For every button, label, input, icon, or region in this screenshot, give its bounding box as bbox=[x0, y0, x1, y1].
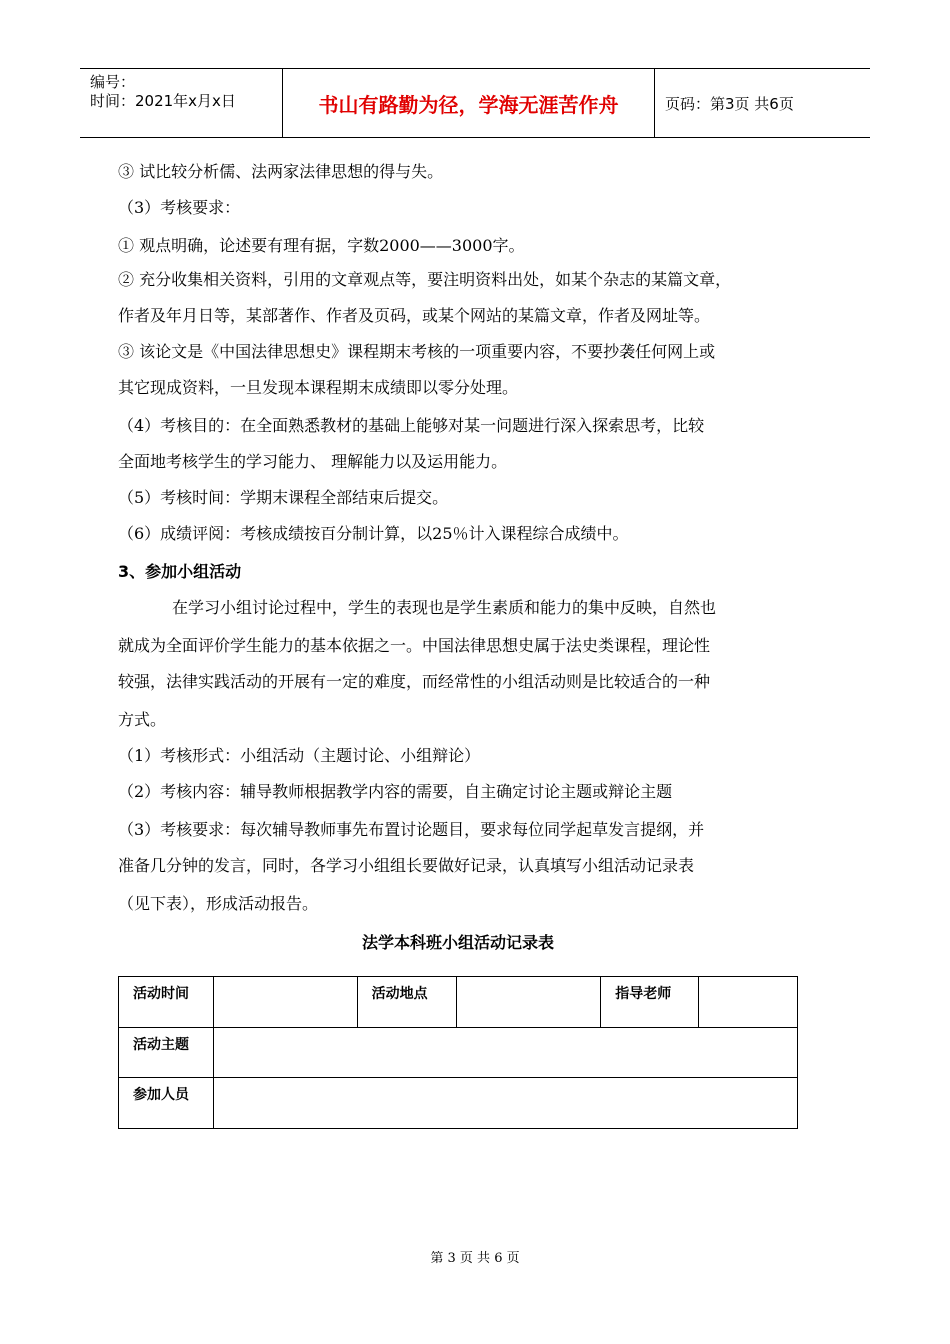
table-title: 法学本科班小组活动记录表 bbox=[361, 933, 554, 952]
header-page-info: 页码：第3页 共6页 bbox=[665, 94, 794, 113]
label-activity-place: 活动地点 bbox=[357, 977, 457, 1028]
cell-participants[interactable] bbox=[213, 1078, 797, 1129]
text-line: 其它现成资料，一旦发现本课程期末成绩即以零分处理。 bbox=[118, 378, 519, 397]
text-line: （6）成绩评阅：考核成绩按百分制计算，以25％计入课程综合成绩中。 bbox=[118, 524, 629, 543]
text-line: 作者及年月日等，某部著作、作者及页码，或某个网站的某篇文章，作者及网址等。 bbox=[118, 306, 711, 325]
date-label: 时间：2021年x月x日 bbox=[90, 92, 236, 110]
page-footer: 第 3 页 共 6 页 bbox=[430, 1251, 520, 1266]
text-line: （3）考核要求：每次辅导教师事先布置讨论题目，要求每位同学起草发言提纲，并 bbox=[118, 820, 705, 839]
text-line: 较强，法律实践活动的开展有一定的难度，而经常性的小组活动则是比较适合的一种 bbox=[118, 672, 711, 691]
header-info bbox=[80, 69, 283, 137]
section-heading: 3、参加小组活动 bbox=[118, 562, 242, 581]
page-header bbox=[80, 68, 870, 138]
text-line: ① 观点明确，论述要有理有据，字数2000——3000字。 bbox=[118, 236, 525, 255]
cell-activity-place[interactable] bbox=[457, 977, 601, 1028]
text-line: （4）考核目的：在全面熟悉教材的基础上能够对某一问题进行深入探索思考，比较 bbox=[118, 416, 705, 435]
cell-activity-time[interactable] bbox=[213, 977, 357, 1028]
text-line: ② 充分收集相关资料，引用的文章观点等，要注明资料出处，如某个杂志的某篇文章， bbox=[118, 270, 732, 289]
number-label: 编号： bbox=[90, 73, 136, 91]
text-line: 方式。 bbox=[118, 710, 167, 729]
cell-activity-theme[interactable] bbox=[213, 1028, 797, 1078]
text-line: （1）考核形式：小组活动（主题讨论、小组辩论） bbox=[118, 746, 481, 765]
header-motto: 书山有路勤为径，学海无涯苦作舟 bbox=[283, 69, 655, 137]
text-line: 准备几分钟的发言，同时，各学习小组组长要做好记录，认真填写小组活动记录表 bbox=[118, 856, 695, 875]
label-activity-time: 活动时间 bbox=[119, 977, 214, 1028]
label-participants: 参加人员 bbox=[119, 1078, 214, 1129]
text-line: （5）考核时间：学期末课程全部结束后提交。 bbox=[118, 488, 449, 507]
text-line: （2）考核内容：辅导教师根据教学内容的需要，自主确定讨论主题或辩论主题 bbox=[118, 782, 673, 801]
text-line: （3）考核要求： bbox=[118, 198, 241, 217]
label-activity-theme: 活动主题 bbox=[119, 1028, 214, 1078]
text-line: ③ 试比较分析儒、法两家法律思想的得与失。 bbox=[118, 162, 444, 181]
activity-record-table bbox=[118, 976, 798, 1129]
text-line: 全面地考核学生的学习能力、 理解能力以及运用能力。 bbox=[118, 452, 508, 471]
text-line: 就成为全面评价学生能力的基本依据之一。中国法律思想史属于法史类课程，理论性 bbox=[118, 636, 711, 655]
text-line: （见下表），形成活动报告。 bbox=[118, 894, 319, 913]
cell-instructor[interactable] bbox=[699, 977, 798, 1028]
label-instructor: 指导老师 bbox=[601, 977, 699, 1028]
text-line: ③ 该论文是《中国法律思想史》课程期末考核的一项重要内容，不要抄袭任何网上或 bbox=[118, 342, 716, 361]
text-line: 在学习小组讨论过程中，学生的表现也是学生素质和能力的集中反映，自然也 bbox=[172, 598, 717, 617]
